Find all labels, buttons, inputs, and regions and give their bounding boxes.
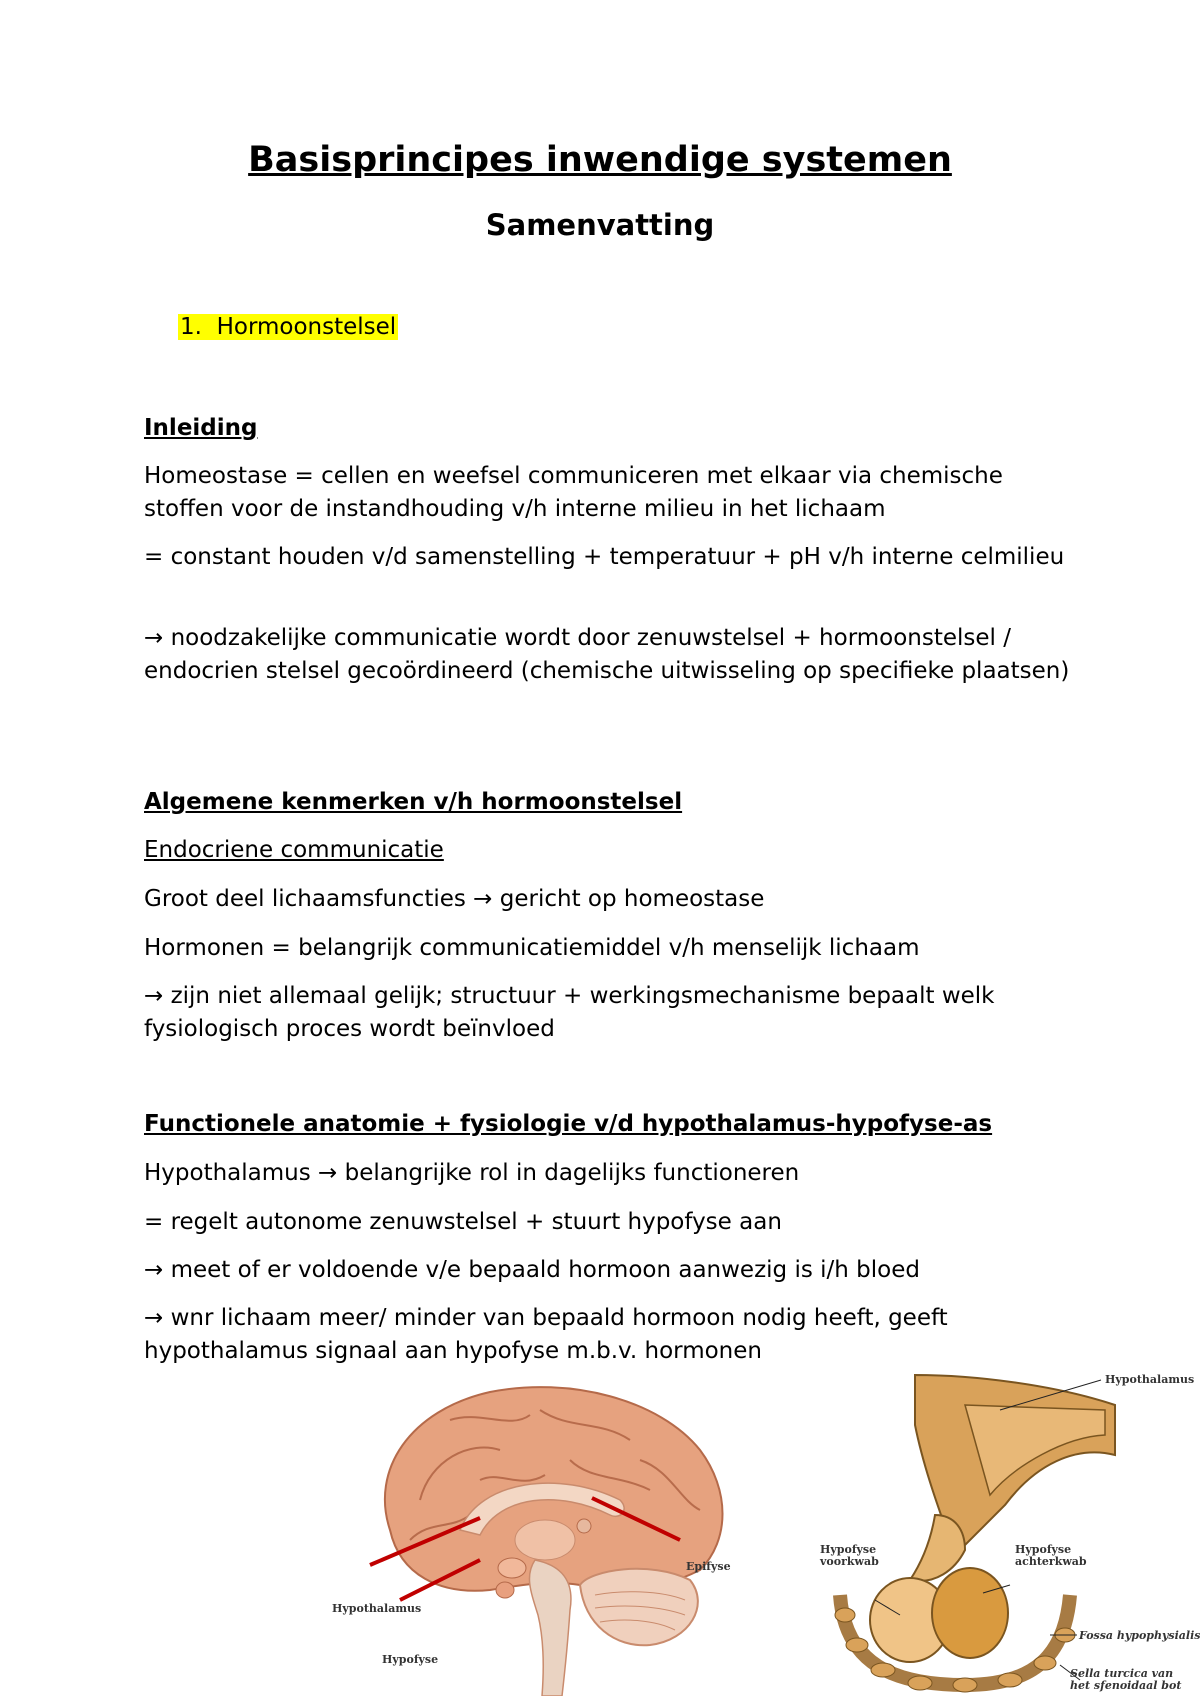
anatomie-paragraph-3: → meet of er voldoende v/e bepaald hormoon aanwezig is i/h bloed: [144, 1257, 920, 1283]
inleiding-heading: Inleiding: [144, 415, 258, 441]
kenmerken-heading: Algemene kenmerken v/h hormoonstelsel: [144, 789, 683, 815]
pituitary-fossa-illustration: [815, 1365, 1200, 1696]
document-subtitle: Samenvatting: [485, 208, 715, 242]
label-sella-turcica-2: het sfenoidaal bot: [1070, 1679, 1182, 1692]
label-sella-turcica-1: Sella turcica van: [1070, 1667, 1174, 1680]
section-number: 1.: [180, 314, 202, 340]
label-hypofyse-achterkwab-2: achterkwab: [1015, 1555, 1087, 1568]
brain-sagittal-illustration: [330, 1380, 790, 1696]
section-label: Hormoonstelsel: [216, 314, 397, 340]
label-fossa-hypophysialis: Fossa hypophysialis: [1079, 1629, 1200, 1642]
section-heading-hormoonstelsel: [178, 314, 398, 340]
document-title: Basisprincipes inwendige systemen: [248, 140, 952, 180]
kenmerken-paragraph-3: → zijn niet allemaal gelijk; structuur + werkingsmechanisme bepaalt welk fysiologisch proces wordt beïnvloed: [144, 983, 995, 1042]
label-hypofyse-achterkwab-1: Hypofyse: [1015, 1543, 1072, 1556]
kenmerken-paragraph-2: Hormonen = belangrijk communicatiemiddel v/h menselijk lichaam: [144, 935, 920, 961]
anatomie-paragraph-1: Hypothalamus → belangrijke rol in dagelijks functioneren: [144, 1160, 800, 1186]
label-hypothalamus: Hypothalamus: [332, 1602, 422, 1615]
inleiding-paragraph-3: → noodzakelijke communicatie wordt door zenuwstelsel + hormoonstelsel / endocrien stelsel gecoördineerd (chemische uitwisseling op specifieke plaatsen): [144, 625, 1070, 684]
anatomie-heading: Functionele anatomie + fysiologie v/d hypothalamus-hypofyse-as: [144, 1111, 993, 1137]
kenmerken-subheading: Endocriene communicatie: [144, 837, 444, 863]
label-hypofyse: Hypofyse: [382, 1653, 439, 1666]
label-hypothalamus-detail: Hypothalamus: [1105, 1373, 1195, 1386]
inleiding-paragraph-2: = constant houden v/d samenstelling + temperatuur + pH v/h interne celmilieu: [144, 544, 1065, 570]
inleiding-paragraph-1: Homeostase = cellen en weefsel communiceren met elkaar via chemische stoffen voor de instandhouding v/h interne milieu in het lichaam: [144, 463, 1003, 522]
anatomie-paragraph-4: → wnr lichaam meer/ minder van bepaald hormoon nodig heeft, geeft hypothalamus signaal aan hypofyse m.b.v. hormonen: [144, 1305, 948, 1364]
kenmerken-paragraph-1: Groot deel lichaamsfuncties → gericht op homeostase: [144, 886, 765, 912]
label-hypofyse-voorkwab-1: Hypofyse: [820, 1543, 877, 1556]
label-hypofyse-voorkwab-2: voorkwab: [820, 1555, 879, 1568]
label-epifyse: Epifyse: [686, 1560, 731, 1573]
anatomie-paragraph-2: = regelt autonome zenuwstelsel + stuurt hypofyse aan: [144, 1209, 782, 1235]
